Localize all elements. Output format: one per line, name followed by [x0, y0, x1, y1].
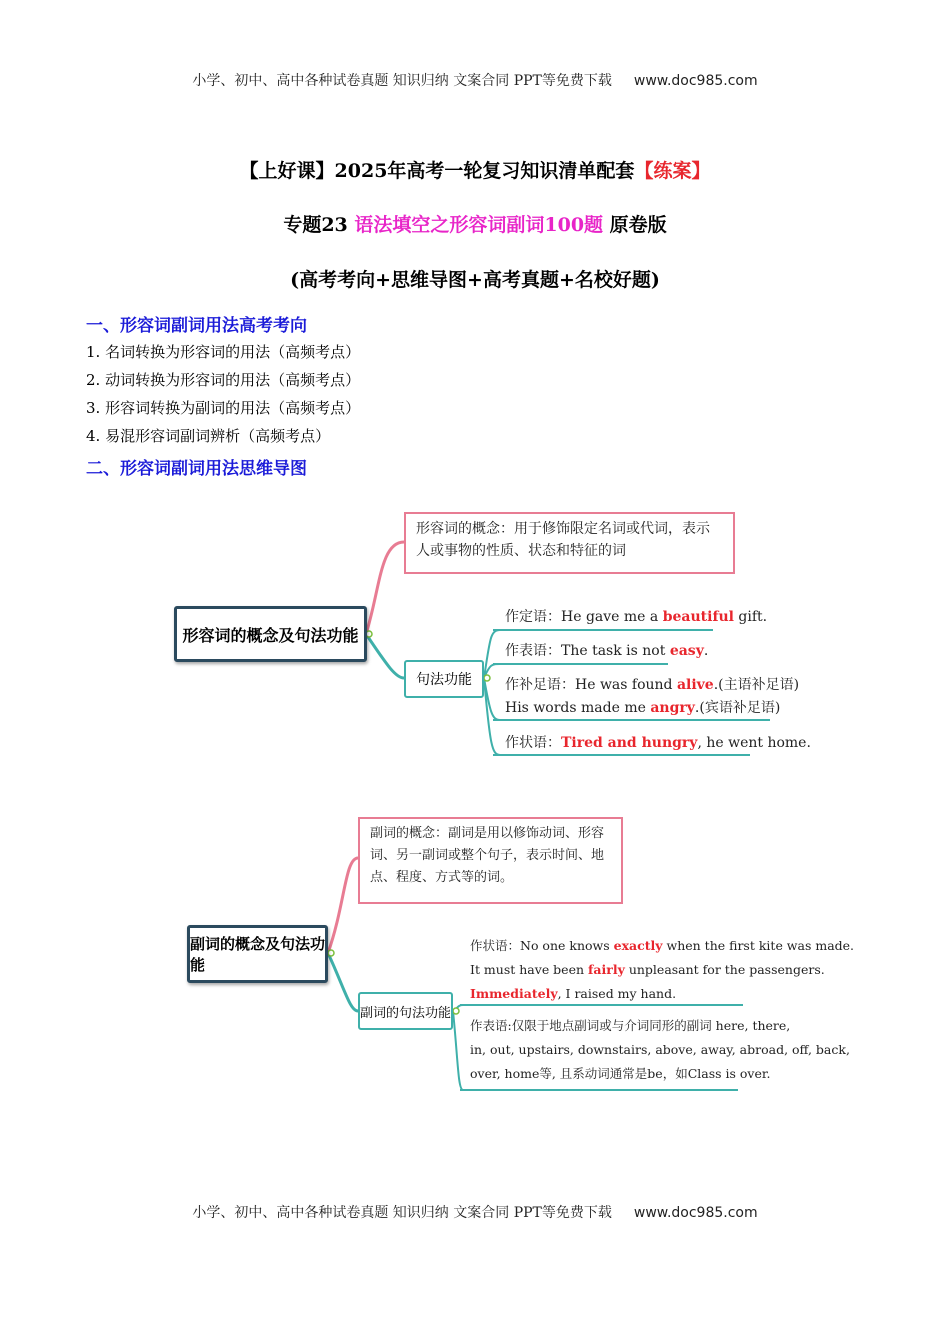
section2-heading: 二、形容词副词用法思维导图 — [86, 459, 307, 479]
title-line-1-main: 【上好课】2025年高考一轮复习知识清单配套 — [239, 160, 635, 182]
footer-site[interactable]: www.doc985.com — [633, 1205, 758, 1221]
map2-leaf: It must have been fairly unpleasant for the passengers. — [470, 962, 825, 977]
title-line-3: (高考考向+思维导图+高考真题+名校好题) — [290, 269, 660, 291]
map2-leaf: 作状语：No one knows exactly when the first kite was made. — [470, 938, 855, 953]
section1-item: 3. 形容词转换为副词的用法（高频考点） — [86, 399, 361, 417]
map1-leaf: His words made me angry.(宾语补足语) — [505, 700, 781, 716]
header-text: 小学、初中、高中各种试卷真题 知识归纳 文案合同 PPT等免费下载 — [192, 73, 612, 89]
title-topic-number: 专题23 — [283, 214, 355, 236]
page-footer — [0, 1202, 950, 1222]
map1-leaf: 作表语：The task is not easy. — [505, 643, 709, 659]
map1-function-node: 句法功能 — [404, 660, 484, 698]
map2-leaf: over, home等, 且系动词通常是be，如Class is over. — [470, 1066, 771, 1081]
title-version: 原卷版 — [603, 214, 667, 236]
map1-leaf: 作定语：He gave me a beautiful gift. — [505, 609, 768, 625]
title-line-1-tag: 【练案】 — [634, 160, 711, 182]
map2-leaf: Immediately, I raised my hand. — [470, 986, 677, 1001]
map2-function-node: 副词的句法功能 — [358, 992, 453, 1030]
section1-item: 2. 动词转换为形容词的用法（高频考点） — [86, 371, 361, 389]
map1-leaf: 作状语：Tired and hungry, he went home. — [505, 735, 811, 751]
map2-leaf: 作表语:仅限于地点副词或与介词同形的副词 here, there, — [470, 1018, 791, 1033]
map2-leaf: in, out, upstairs, downstairs, above, away, abroad, off, back, — [470, 1042, 850, 1057]
title-topic-name: 语法填空之形容词副词100题 — [354, 214, 604, 236]
map1-concept-node: 形容词的概念：用于修饰限定名词或代词，表示人或事物的性质、状态和特征的词 — [404, 512, 735, 574]
section1-heading: 一、形容词副词用法高考考向 — [86, 316, 307, 336]
section1-item: 1. 名词转换为形容词的用法（高频考点） — [86, 343, 361, 361]
footer-text: 小学、初中、高中各种试卷真题 知识归纳 文案合同 PPT等免费下载 — [192, 1205, 612, 1221]
header-site[interactable]: www.doc985.com — [633, 73, 758, 89]
map2-concept-node: 副词的概念：副词是用以修饰动词、形容词、另一副词或整个句子，表示时间、地点、程度、方式等的词。 — [358, 817, 623, 904]
map1-root-node: 形容词的概念及句法功能 — [174, 606, 367, 662]
map2-root-node: 副词的概念及句法功能 — [187, 925, 328, 983]
section1-item: 4. 易混形容词副词辨析（高频考点） — [86, 427, 331, 445]
map1-leaf: 作补足语：He was found alive.(主语补足语) — [505, 677, 800, 693]
